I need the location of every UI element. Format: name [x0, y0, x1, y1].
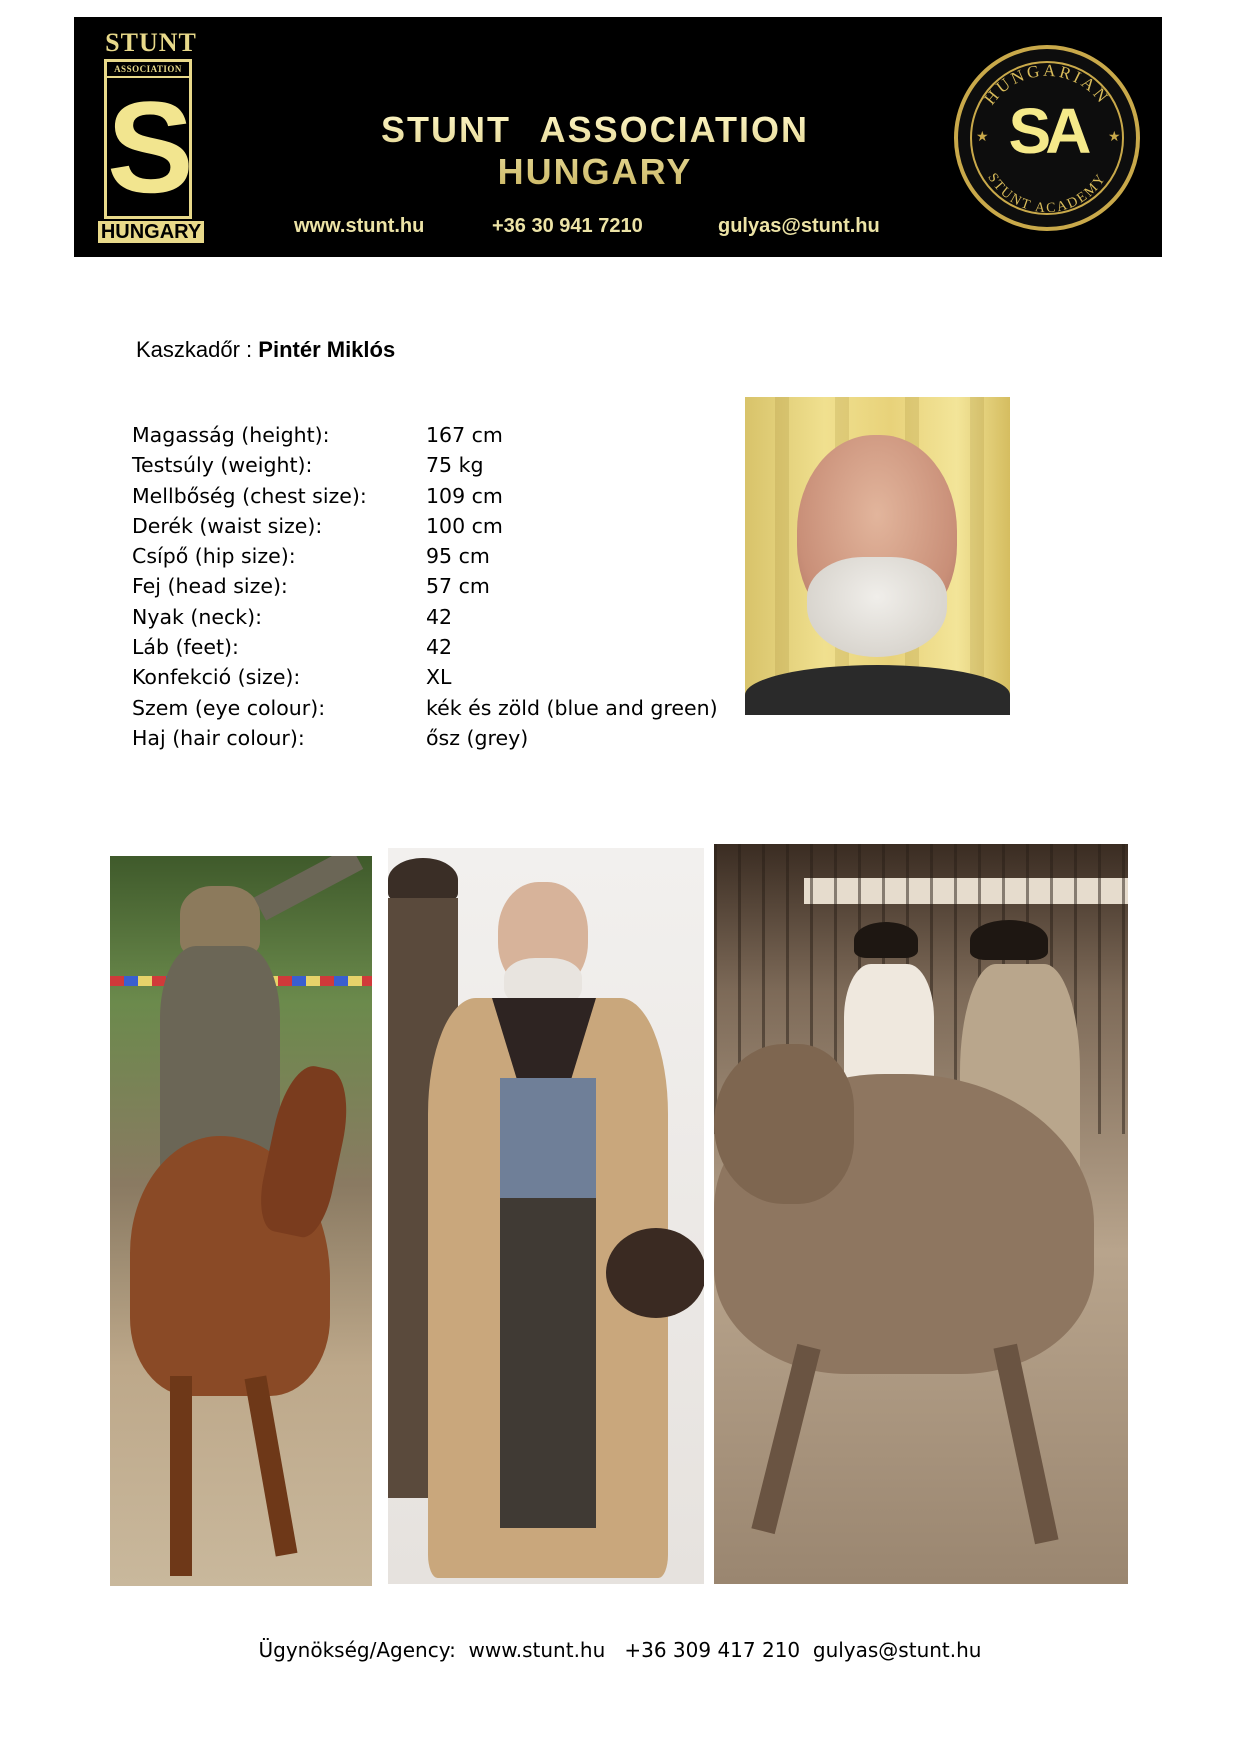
- portrait-beard: [807, 557, 947, 657]
- performer-name-line: [136, 337, 395, 363]
- header-phone[interactable]: +36 30 941 7210: [492, 215, 643, 237]
- logo-hungary-word: HUNGARY: [98, 221, 204, 243]
- stat-value: kék és zöld (blue and green): [426, 695, 718, 720]
- stat-label: Csípő (hip size):: [132, 544, 296, 569]
- rider-hat: [970, 920, 1048, 960]
- agency-footer: Ügynökség/Agency: www.stunt.hu +36 309 417 210 gulyas@stunt.hu: [258, 1638, 982, 1662]
- stat-label: Szem (eye colour):: [132, 695, 326, 720]
- stat-label: Láb (feet):: [132, 635, 239, 660]
- header-website-link[interactable]: www.stunt.hu: [294, 215, 425, 237]
- rider-arm: [254, 856, 363, 920]
- star-icon: ★: [1108, 129, 1121, 145]
- plaid-shirt: [500, 1078, 596, 1198]
- stat-value: 42: [426, 604, 453, 629]
- western-riders-photo: [714, 844, 1128, 1584]
- rider-hat: [854, 922, 918, 958]
- stat-label: Derék (waist size):: [132, 513, 323, 538]
- stat-label: Mellbőség (chest size):: [132, 483, 367, 508]
- banner-title: STUNT ASSOCIATION HUNGARY: [270, 109, 920, 193]
- header-email-link[interactable]: gulyas@stunt.hu: [718, 215, 880, 237]
- horse-leg: [170, 1376, 192, 1576]
- hungarian-stunt-academy-seal: [954, 45, 1140, 231]
- stat-value: 75 kg: [426, 453, 484, 478]
- stat-value: ősz (grey): [426, 725, 529, 750]
- stat-value: 100 cm: [426, 513, 503, 538]
- cowboy-portrait-photo: [388, 848, 704, 1584]
- stat-label: Magasság (height):: [132, 423, 330, 447]
- role-label: Kaszkadőr :: [136, 337, 259, 362]
- stat-label: Fej (head size):: [132, 574, 288, 599]
- stat-value: 57 cm: [426, 574, 490, 599]
- stat-label: Haj (hair colour):: [132, 725, 305, 750]
- stat-value: 167 cm: [426, 423, 503, 447]
- curtain-fold: [970, 397, 984, 715]
- background-cowboy-hat: [388, 858, 458, 902]
- performer-name: Pintér Miklós: [258, 337, 396, 362]
- stunt-association-hungary-logo: [98, 28, 204, 243]
- header-banner: [74, 17, 1162, 257]
- stat-value: 95 cm: [426, 544, 490, 569]
- logo-box: [104, 59, 192, 219]
- stat-label: Testsúly (weight):: [132, 453, 313, 478]
- horse-leg: [245, 1375, 298, 1556]
- logo-stunt-word: STUNT: [105, 28, 197, 57]
- horse-leg: [993, 1344, 1058, 1545]
- stat-value: XL: [426, 665, 452, 690]
- star-icon: ★: [976, 129, 989, 145]
- stat-value: 109 cm: [426, 483, 503, 508]
- trousers: [500, 1198, 596, 1528]
- headshot-photo: [745, 397, 1010, 715]
- horseback-rider-photo: [110, 856, 372, 1586]
- stat-label: Konfekció (size):: [132, 665, 301, 690]
- seal-bottom-text: STUNT ACADEMY: [984, 170, 1110, 217]
- logo-letter-s: S: [107, 74, 194, 220]
- seal-top-text: HUNGARIAN: [980, 60, 1114, 109]
- curtain-fold: [775, 397, 789, 715]
- horse-leg: [751, 1344, 820, 1534]
- logo-association-word: ASSOCIATION: [107, 64, 189, 78]
- svg-text:STUNT ACADEMY: [984, 171, 1109, 217]
- held-hat: [606, 1228, 704, 1318]
- seal-monogram: SA: [1008, 95, 1086, 167]
- stat-value: 42: [426, 635, 453, 660]
- horse-head: [714, 1044, 854, 1204]
- stat-label: Nyak (neck):: [132, 604, 263, 629]
